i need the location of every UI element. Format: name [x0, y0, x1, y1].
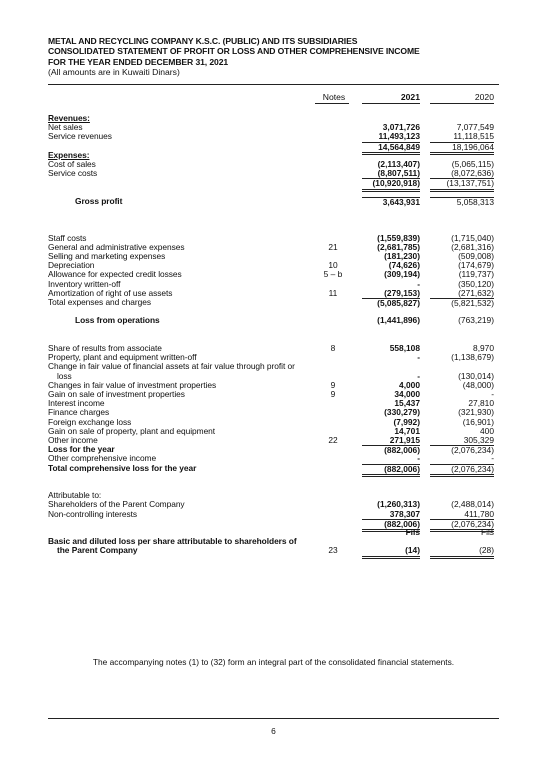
statement-row	[48, 464, 499, 473]
row-label	[48, 178, 313, 187]
value-2020: (1,715,040)	[451, 232, 494, 243]
page-number: 6	[271, 726, 276, 736]
row-note: 5 – b	[323, 269, 343, 280]
row-label: Service revenues	[48, 131, 112, 142]
value-2021: (882,006)	[362, 519, 420, 532]
statement-row	[48, 123, 499, 132]
value-2021: (279,153)	[384, 287, 420, 298]
value-2020: (119,737)	[458, 269, 494, 280]
row-label: Loss from operations	[75, 315, 160, 326]
value-2020: 18,196,064	[430, 142, 494, 155]
value-2020: (2,488,014)	[451, 499, 494, 510]
value-2021: (1,441,896)	[377, 315, 420, 326]
row-label: Foreign exchange loss	[48, 416, 132, 427]
row-label: Other income	[48, 435, 98, 445]
value-2020: (763,219)	[458, 315, 494, 326]
value-2020: (2,076,234)	[430, 445, 494, 455]
row-label: Non-controlling interests	[48, 508, 138, 519]
value-2020: (48,000)	[462, 379, 494, 390]
value-2021: -	[417, 278, 420, 289]
value-2020: (28)	[430, 546, 494, 558]
value-2021: 14,701	[394, 425, 420, 436]
statement-row	[48, 546, 499, 555]
statement-row	[48, 316, 499, 325]
row-label: Basic and diluted loss per share attributable to shareholders of	[48, 536, 297, 547]
row-label: Revenues:	[48, 113, 90, 123]
row-label: Attributable to:	[48, 490, 102, 501]
year-2021-header-underline	[362, 103, 420, 104]
value-2021: 14,564,849	[362, 142, 420, 155]
footnote: The accompanying notes (1) to (32) form an integral part of the consolidated financial statements.	[92, 657, 455, 667]
statement-row	[48, 197, 499, 206]
value-2021: (1,260,313)	[377, 499, 420, 510]
value-2020: (2,076,234)	[430, 519, 494, 532]
value-2021: (8,807,511)	[377, 168, 420, 179]
row-label: Staff costs	[48, 232, 87, 243]
statement-row	[48, 510, 499, 519]
value-2021: 11,493,123	[378, 131, 420, 142]
row-label: Gross profit	[75, 195, 123, 206]
value-2020: (2,076,234)	[430, 464, 494, 477]
year-2020-header-underline	[430, 103, 494, 104]
row-note: 23	[328, 545, 338, 556]
statement-row	[48, 390, 499, 399]
row-label: Expenses:	[48, 149, 90, 160]
value-2021: 3,071,726	[382, 122, 420, 133]
value-2020: -	[491, 453, 494, 464]
row-label: Net sales	[48, 122, 83, 133]
value-2021: (2,681,785)	[377, 241, 420, 252]
value-2021: (7,992)	[393, 416, 420, 427]
value-2021: (882,006)	[362, 464, 420, 477]
value-2020: 400	[480, 425, 494, 436]
statement-row	[48, 132, 499, 141]
value-2020: -	[491, 388, 494, 399]
row-label: Selling and marketing expenses	[48, 250, 166, 261]
value-2020: (5,065,115)	[451, 159, 494, 170]
value-2020: (130,014)	[458, 370, 494, 381]
value-2020: (5,821,532)	[430, 298, 494, 308]
row-label: Loss for the year	[48, 444, 115, 455]
statement-row	[48, 399, 499, 408]
year-2021-column-header: 2021	[400, 92, 420, 102]
statement-row	[48, 178, 499, 187]
row-label: Shareholders of the Parent Company	[48, 499, 185, 510]
value-2021: 271,915	[389, 435, 420, 445]
statement-title: CONSOLIDATED STATEMENT OF PROFIT OR LOSS AND OTHER COMPREHENSIVE INCOME	[48, 46, 420, 57]
row-label: Allowance for expected credit losses	[48, 269, 182, 280]
value-2021: (10,920,918)	[362, 178, 420, 191]
row-label: Depreciation	[48, 260, 95, 271]
row-label: Change in fair value of financial assets at fair value through profit or	[48, 361, 295, 372]
row-label: Total comprehensive loss for the year	[48, 462, 197, 473]
row-label: Changes in fair value of investment properties	[48, 379, 217, 390]
row-label: Share of results from associate	[48, 342, 162, 353]
value-2021: 3,643,931	[362, 197, 420, 207]
row-label: Gain on sale of property, plant and equipment	[48, 425, 216, 436]
currency-note: (All amounts are in Kuwaiti Dinars)	[48, 67, 180, 78]
value-2021: (5,085,827)	[362, 298, 420, 308]
statement-row	[48, 362, 499, 371]
spacer-row	[48, 482, 499, 491]
value-2020: (2,681,316)	[451, 241, 494, 252]
statement-period: FOR THE YEAR ENDED DECEMBER 31, 2021	[48, 56, 229, 67]
value-2020: (13,137,751)	[430, 178, 494, 191]
value-2020: 11,118,515	[453, 131, 494, 142]
value-2020: 27,810	[468, 398, 494, 409]
row-label: Service costs	[48, 168, 98, 179]
value-2021: 34,000	[394, 388, 420, 399]
statement-row	[48, 427, 499, 436]
value-2021: (2,113,407)	[377, 159, 420, 170]
value-2021: (882,006)	[362, 445, 420, 455]
notes-header-underline	[315, 103, 349, 104]
value-2021: -	[417, 352, 420, 363]
value-2021: (1,559,839)	[377, 232, 420, 243]
value-2021: -	[417, 453, 420, 464]
statement-row	[48, 169, 499, 178]
spacer-row	[48, 473, 499, 482]
statement-row	[48, 519, 499, 528]
row-label: General and administrative expenses	[48, 241, 185, 252]
value-2021: (14)	[362, 546, 420, 558]
value-2020: 7,077,549	[456, 122, 494, 133]
value-2020: (1,138,679)	[451, 352, 494, 363]
statement-header	[48, 36, 508, 78]
value-2020: (174,679)	[458, 260, 494, 271]
row-label	[48, 519, 313, 528]
spacer-row	[48, 215, 499, 224]
footer-rule	[48, 718, 499, 719]
row-label: Other comprehensive income	[48, 453, 157, 464]
header-rule	[48, 84, 499, 85]
statement-table	[48, 114, 499, 556]
row-note: 9	[330, 388, 336, 399]
value-2020: (271,632)	[458, 287, 494, 298]
row-note: 22	[328, 435, 338, 445]
row-label: Inventory written-off	[48, 278, 121, 289]
year-2020-column-header: 2020	[474, 92, 494, 102]
value-2020: Fils	[480, 527, 494, 537]
value-2021: -	[417, 370, 420, 381]
value-2021: 378,307	[389, 508, 420, 519]
spacer-row	[48, 224, 499, 233]
value-2021: (330,279)	[384, 407, 420, 418]
row-note: 10	[328, 260, 338, 271]
statement-row	[48, 142, 499, 151]
value-2020: 8,970	[473, 342, 494, 353]
statement-row	[48, 151, 499, 160]
value-2020: 305,329	[463, 435, 494, 445]
value-2020: (16,901)	[462, 416, 494, 427]
value-2020: 5,058,313	[430, 197, 494, 207]
row-label: Finance charges	[48, 407, 110, 418]
row-label: Amortization of right of use assets	[48, 287, 173, 298]
value-2020: (350,120)	[458, 278, 494, 289]
value-2021: 4,000	[399, 379, 420, 390]
row-label: loss	[57, 370, 72, 381]
value-2021: 15,437	[394, 398, 420, 409]
value-2021: (181,230)	[384, 250, 420, 261]
value-2020: (321,930)	[458, 407, 494, 418]
spacer-row	[48, 206, 499, 215]
statement-row	[48, 160, 499, 169]
row-note: 11	[328, 287, 338, 298]
row-label: Gain on sale of investment properties	[48, 388, 185, 399]
spacer-row	[48, 326, 499, 335]
notes-column-header: Notes	[322, 92, 346, 102]
company-name: METAL AND RECYCLING COMPANY K.S.C. (PUBLIC) AND ITS SUBSIDIARIES	[48, 36, 358, 46]
row-label: the Parent Company	[57, 545, 138, 556]
statement-row	[48, 436, 499, 445]
row-label: Property, plant and equipment written-off	[48, 352, 197, 363]
value-2020: (8,072,636)	[451, 168, 494, 179]
row-label: Total expenses and charges	[48, 297, 151, 307]
statement-row	[48, 252, 499, 261]
value-2020: (509,008)	[458, 250, 494, 261]
row-label: Cost of sales	[48, 159, 96, 170]
value-2021: 558,108	[389, 342, 420, 353]
row-note: 21	[328, 241, 338, 252]
row-note: 9	[330, 379, 336, 390]
value-2021: (74,626)	[388, 260, 420, 271]
value-2021: (309,194)	[384, 269, 420, 280]
row-note: 8	[330, 342, 336, 353]
value-2021: Fils	[405, 527, 420, 537]
statement-row	[48, 298, 499, 307]
row-label: Interest income	[48, 398, 105, 409]
value-2020: 411,780	[464, 508, 494, 519]
statement-row	[48, 114, 499, 123]
